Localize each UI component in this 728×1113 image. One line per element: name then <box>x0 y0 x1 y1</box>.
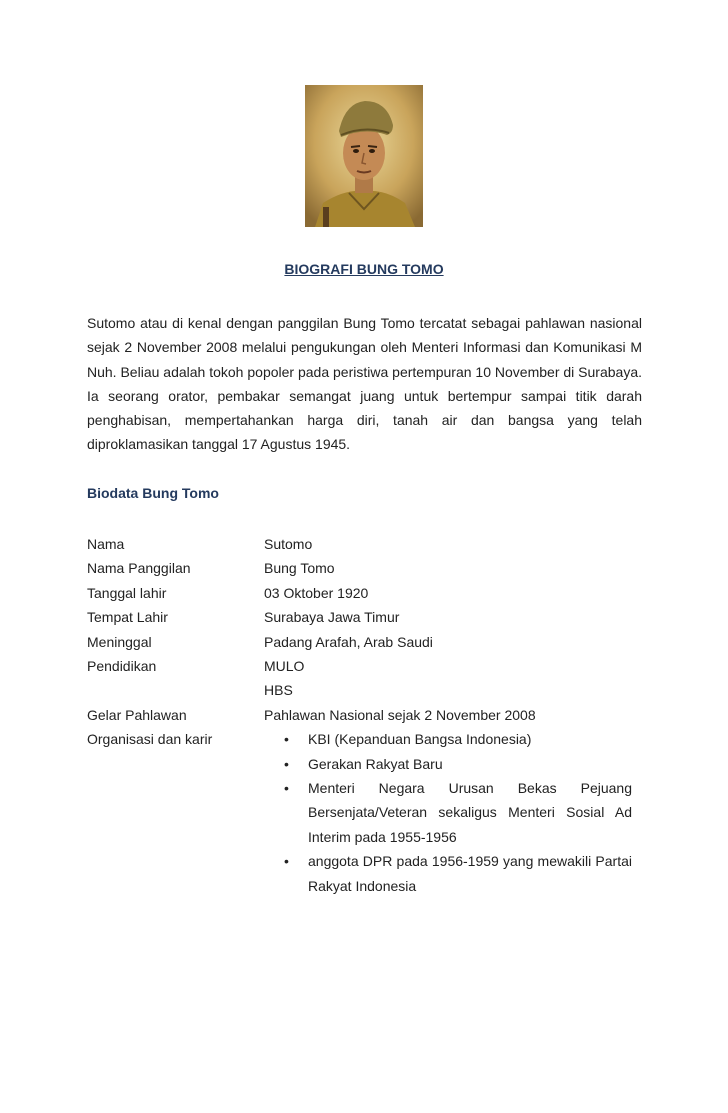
education-item: HBS <box>264 682 293 699</box>
biodata-label: Organisasi dan karir <box>87 731 213 748</box>
biodata-row <box>87 630 632 654</box>
list-item: • anggota DPR pada 1956-1959 yang mewakili Partai Rakyat Indonesia <box>264 849 632 898</box>
list-item: • KBI (Kepanduan Bangsa Indonesia) <box>264 727 632 751</box>
biodata-value: Bung Tomo <box>264 560 335 577</box>
list-item: • Gerakan Rakyat Baru <box>264 752 632 776</box>
biodata-value: Sutomo <box>264 536 313 552</box>
biodata-row <box>87 727 632 898</box>
biodata-row <box>87 556 632 580</box>
biodata-value: Surabaya Jawa Timur <box>264 609 400 626</box>
biodata-table <box>87 532 632 898</box>
intro-paragraph: Sutomo atau di kenal dengan panggilan Bung Tomo tercatat sebagai pahlawan nasional sejak 2 November 2008 melalui pengukungan oleh Menteri Informasi dan Komunikasi M Nuh. Beliau adalah tokoh popoler pada peristiwa pertempuran 10 November di Surabaya. Ia seorang orator, pembakar semangat juang untuk bertempur sampai titik darah penghabisan, mempertahankan harga diri, tanah air dan bangsa yang telah diproklamasikan tanggal 17 Agustus 1945. <box>87 315 642 453</box>
biodata-value: Pahlawan Nasional sejak 2 November 2008 <box>264 706 536 723</box>
biodata-value: Padang Arafah, Arab Saudi <box>264 633 433 650</box>
biodata-row <box>87 605 632 629</box>
education-item: MULO <box>264 658 305 675</box>
biodata-value: 03 Oktober 1920 <box>264 584 369 601</box>
biodata-label: Tempat Lahir <box>87 609 168 626</box>
biodata-heading: Biodata Bung Tomo <box>87 485 219 501</box>
biodata-value <box>264 727 632 898</box>
biodata-row <box>87 581 632 605</box>
list-item: • Menteri Negara Urusan Bekas Pejuang Bersenjata/Veteran sekaligus Menteri Sosial Ad Interim pada 1955-1956 <box>264 776 632 849</box>
biodata-row <box>87 654 632 703</box>
biodata-row <box>87 532 632 556</box>
document-title: BIOGRAFI BUNG TOMO <box>284 261 444 277</box>
biodata-label: Nama Panggilan <box>87 560 191 577</box>
biodata-value <box>264 654 632 703</box>
biodata-label: Meninggal <box>87 633 152 650</box>
biodata-label: Nama <box>87 536 125 552</box>
biodata-label: Gelar Pahlawan <box>87 706 187 723</box>
biodata-label: Pendidikan <box>87 658 157 675</box>
bung-tomo-portrait <box>305 85 423 227</box>
biodata-label: Tanggal lahir <box>87 584 167 601</box>
organization-list <box>264 727 632 898</box>
biodata-row <box>87 703 632 727</box>
